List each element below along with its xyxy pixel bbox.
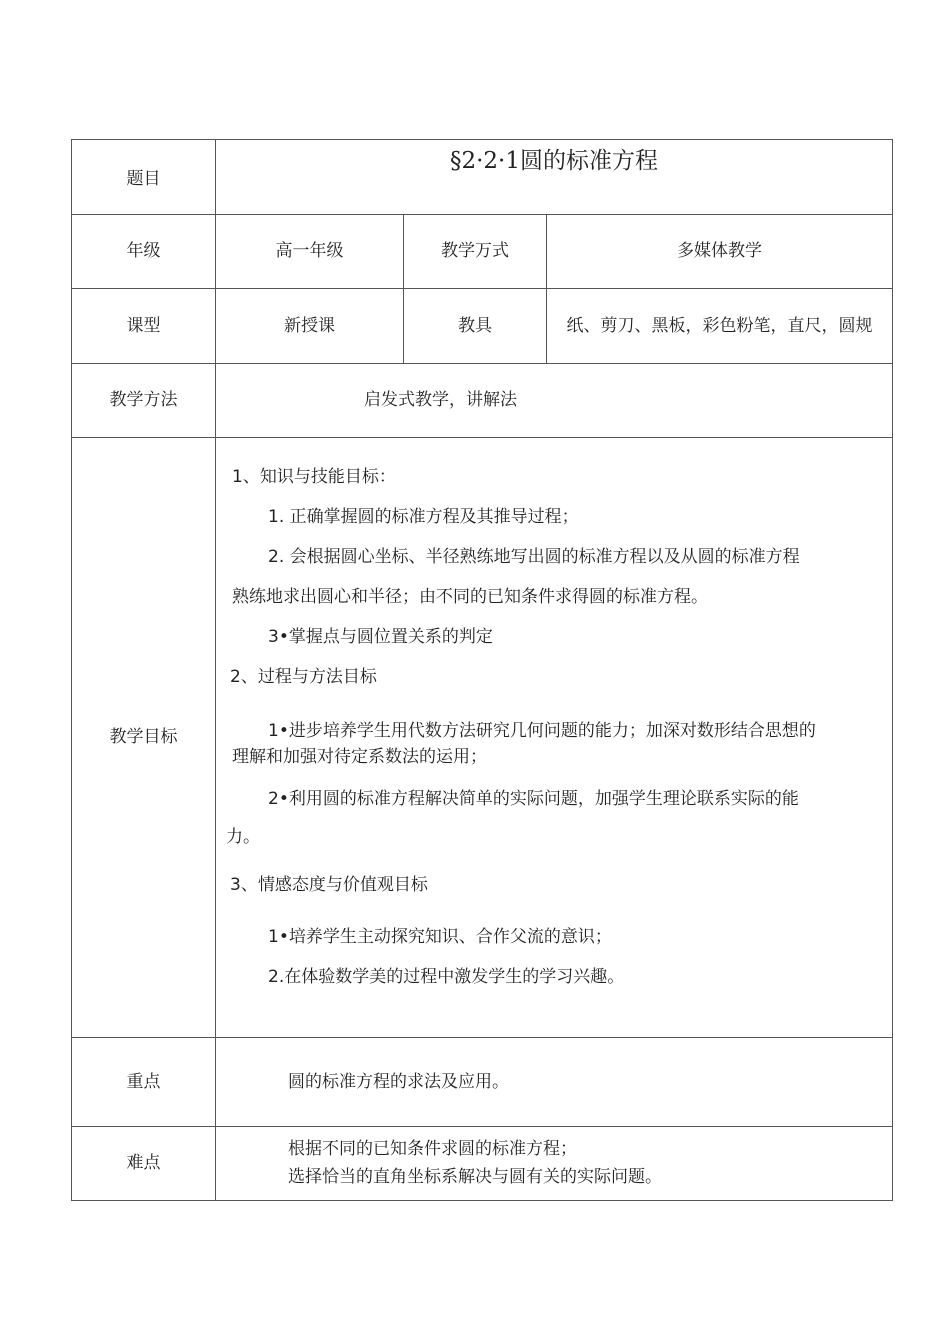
difficulty-label: 难点 <box>72 1127 216 1201</box>
difficulty-content <box>216 1127 893 1201</box>
tools-value: 纸、剪刀、黑板，彩色粉笔，直尺，圆规 <box>547 289 893 364</box>
focus-label: 重点 <box>72 1038 216 1127</box>
lesson-title: §2·2·1圆的标准方程 <box>216 140 893 215</box>
goal-process-2b: 力。 <box>226 827 260 847</box>
method-label: 教学方法 <box>72 364 216 438</box>
teaching-mode-value: 多媒体教学 <box>547 215 893 289</box>
lesson-type-value: 新授课 <box>216 289 404 364</box>
title-row <box>72 140 893 215</box>
teaching-mode-label: 教学万式 <box>404 215 547 289</box>
goal-heading-emotion: 3、情感态度与价值观目标 <box>230 875 428 895</box>
lesson-type-row <box>72 289 893 364</box>
goal-knowledge-1: 1. 正确掌握圆的标准方程及其推导过程； <box>268 507 579 527</box>
goal-knowledge-2b: 熟练地求出圆心和半径；由不同的已知条件求得圆的标准方程。 <box>232 587 708 607</box>
difficulty-row <box>72 1127 893 1201</box>
grade-value: 高一年级 <box>216 215 404 289</box>
focus-value: 圆的标准方程的求法及应用。 <box>216 1038 893 1127</box>
goal-emotion-2: 2.在体验数学美的过程中激发学生的学习兴趣。 <box>268 967 625 987</box>
method-value: 启发式教学，讲解法 <box>216 364 893 438</box>
grade-row <box>72 215 893 289</box>
title-label: 题目 <box>72 140 216 215</box>
goal-process-1a: 1•进步培养学生用代数方法研究几何问题的能力；加深对数形结合思想的 <box>268 721 816 741</box>
method-row <box>72 364 893 438</box>
tools-label: 教具 <box>404 289 547 364</box>
difficulty-item-2: 选择恰当的直角坐标系解决与圆有关的实际问题。 <box>288 1166 662 1187</box>
goals-content <box>216 438 893 1038</box>
goals-row <box>72 438 893 1038</box>
grade-label: 年级 <box>72 215 216 289</box>
goal-process-1b: 理解和加强对待定系数法的运用； <box>232 747 487 767</box>
goal-heading-process: 2、过程与方法目标 <box>230 667 377 687</box>
goal-heading-knowledge: 1、知识与技能目标： <box>232 467 396 487</box>
goal-knowledge-3: 3•掌握点与圆位置关系的判定 <box>268 627 493 647</box>
focus-row <box>72 1038 893 1127</box>
lesson-plan-table <box>71 139 893 1201</box>
lesson-type-label: 课型 <box>72 289 216 364</box>
goal-emotion-1: 1•培养学生主动探究知识、合作父流的意识； <box>268 927 612 947</box>
goal-knowledge-2a: 2. 会根据圆心坐标、半径熟练地写出圆的标准方程以及从圆的标准方程 <box>268 547 800 567</box>
difficulty-item-1: 根据不同的已知条件求圆的标准方程； <box>288 1139 577 1160</box>
goals-label: 教学目标 <box>72 438 216 1038</box>
goal-process-2a: 2•利用圆的标准方程解决简单的实际问题，加强学生理论联系实际的能 <box>268 789 799 809</box>
